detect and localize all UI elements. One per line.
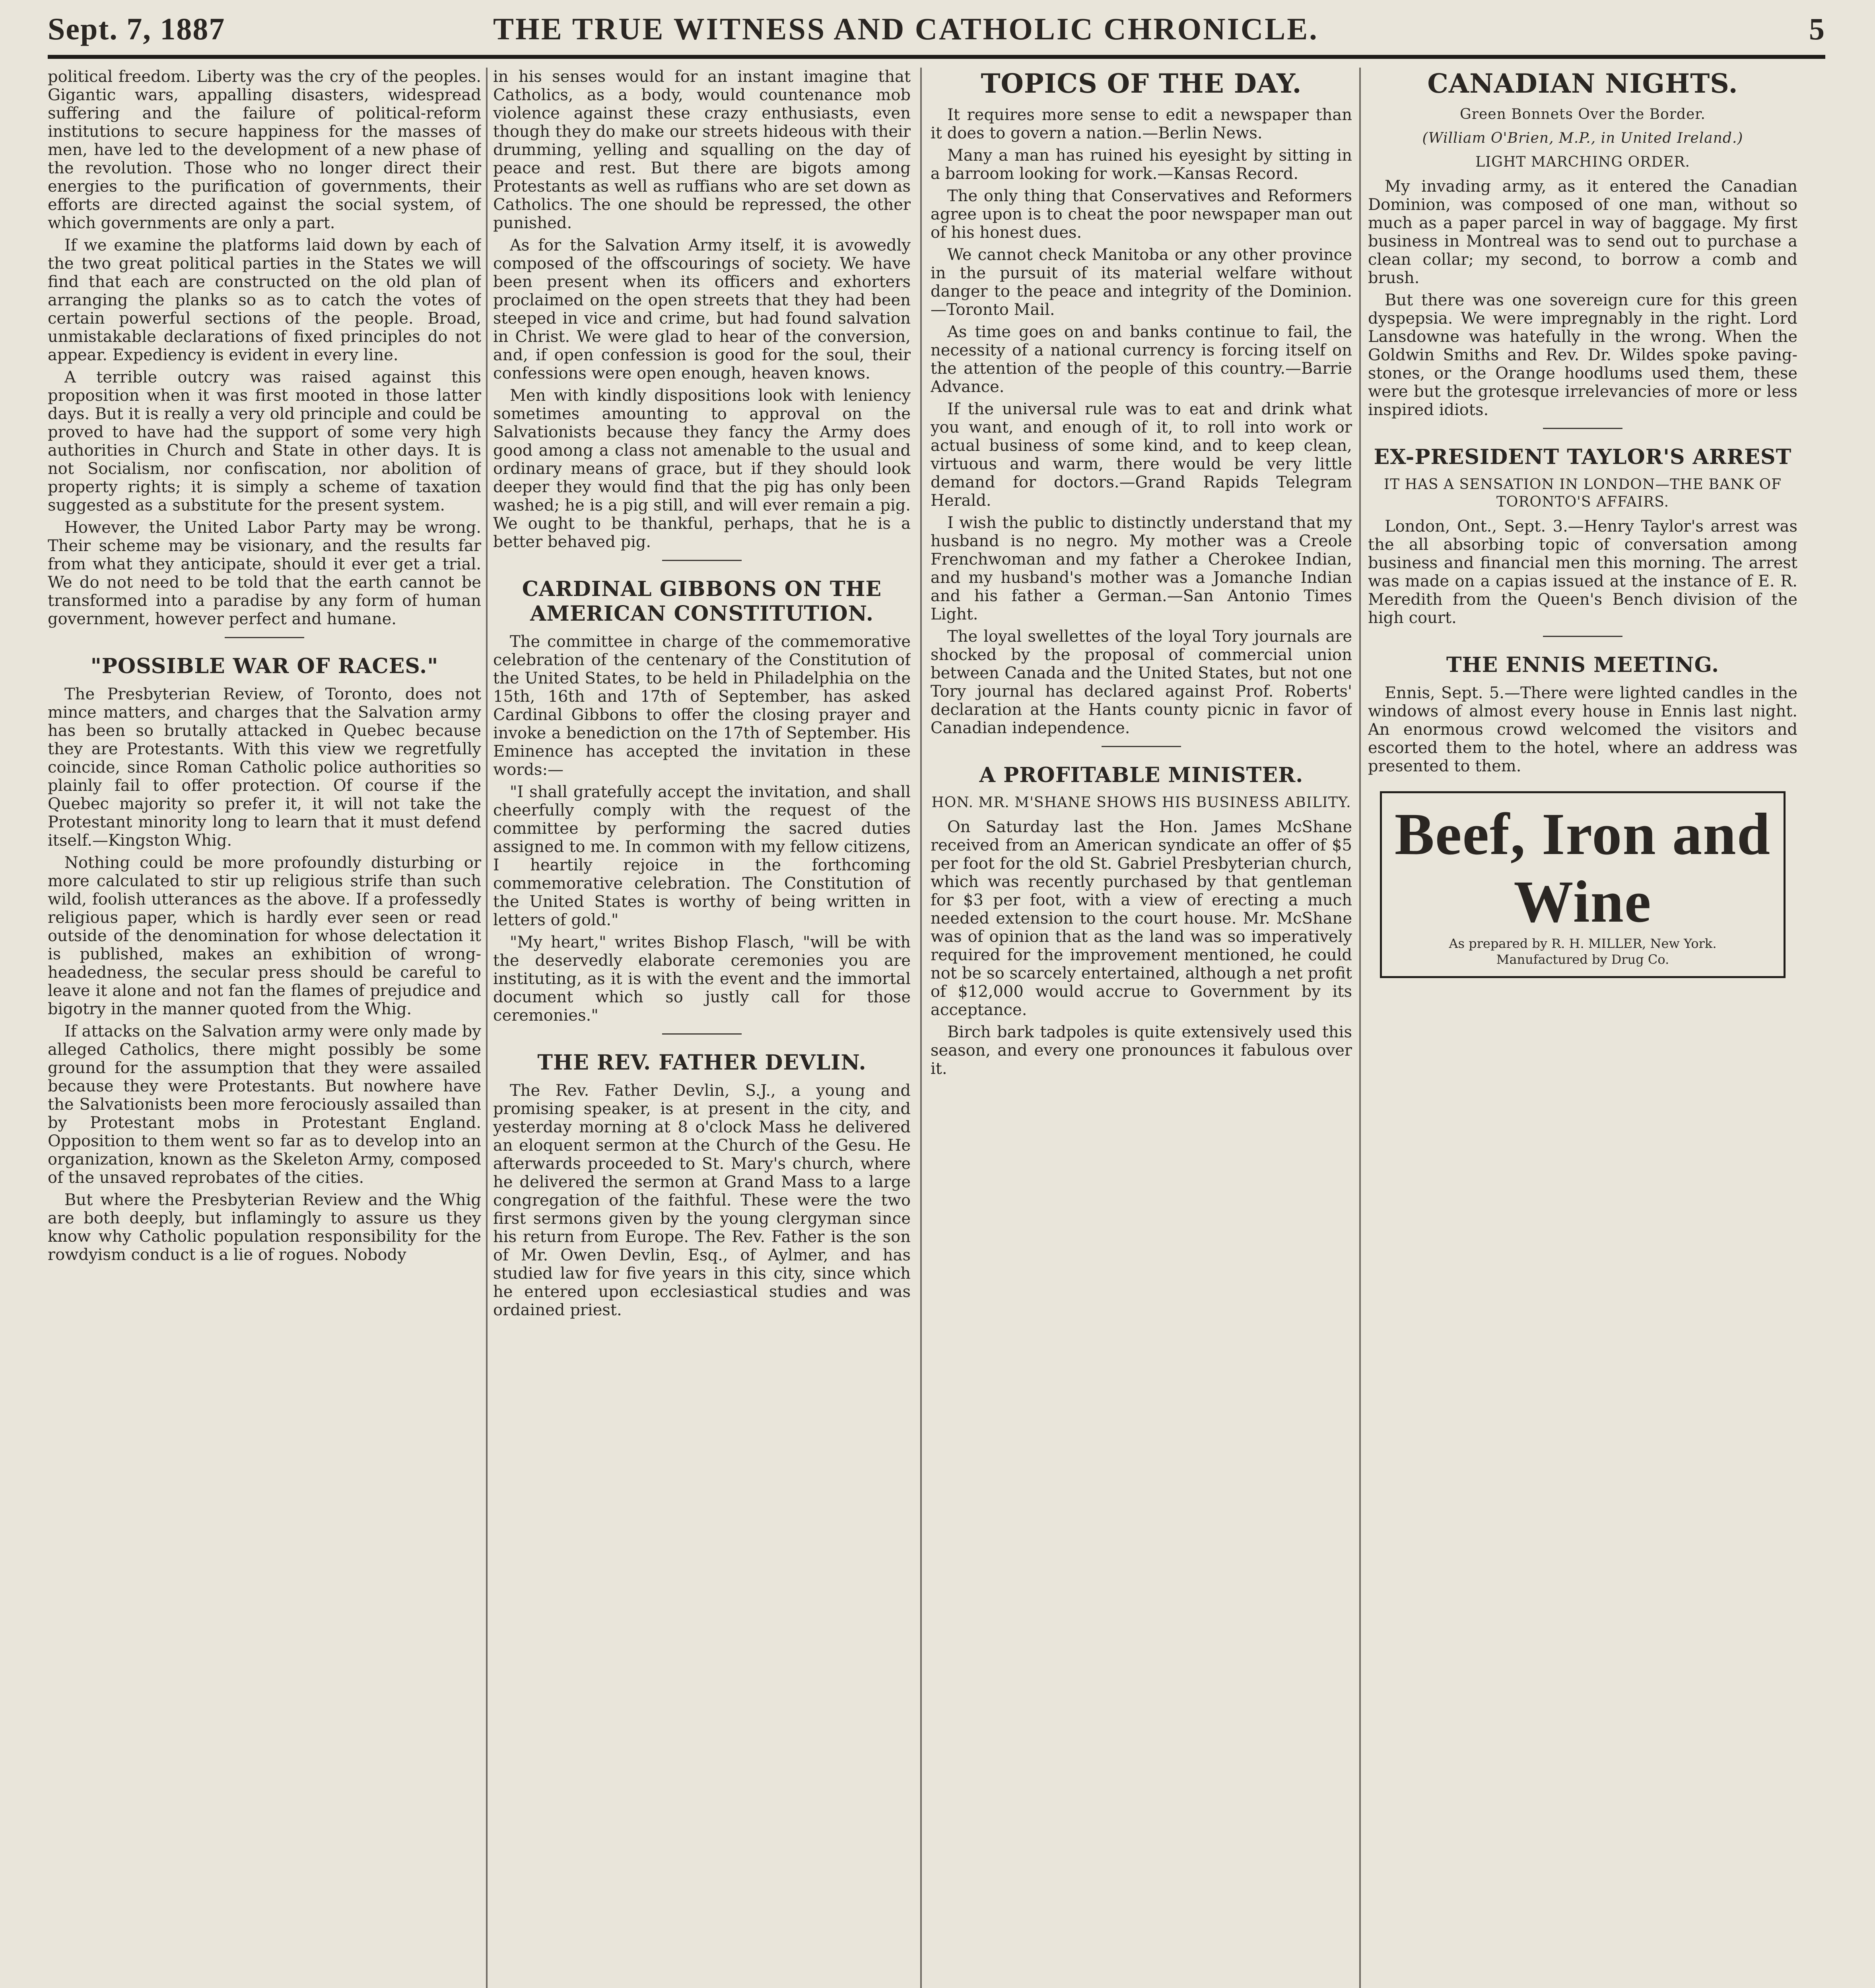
column-rule — [1359, 68, 1361, 1988]
article-headline: THE ENNIS MEETING. — [1446, 653, 1720, 677]
article-paragraph: "My heart," writes Bishop Flasch, "will be with the deservedly elaborate ceremonies you are instituting, as it is with the event and the immortal document which so justly call for those ceremonies." — [493, 933, 911, 1025]
section-divider — [662, 1033, 742, 1035]
article-headline: EX-PRESIDENT TAYLOR'S ARREST — [1374, 445, 1792, 469]
section-divider — [1543, 428, 1622, 429]
article-subheading: Green Bonnets Over the Border. — [1460, 106, 1706, 122]
page-number: 5 — [1809, 12, 1825, 46]
article-headline: CANADIAN NIGHTS. — [1427, 68, 1738, 99]
article-paragraph: We cannot check Manitoba or any other province in the pursuit of its material welfare without danger to the peace and integrity of the Dominion.—Toronto Mail. — [931, 246, 1352, 319]
article-subheading: IT HAS A SENSATION IN LONDON—THE BANK OF TORONTO'S AFFAIRS. — [1383, 476, 1782, 510]
article-section-title: LIGHT MARCHING ORDER. — [1475, 154, 1690, 170]
article-paragraph: If we examine the platforms laid down by each of the two great political parties in the States we will find that each are constructed on the old plan of arranging the planks so as to catch the votes of certain powerful sections of the people. Broad, unmistakable declarations of fixed principles do not appear. Expediency is evident in every line. — [48, 236, 481, 364]
article-paragraph: Men with kindly dispositions look with leniency sometimes amounting to approval on the Salvationists because they fancy the Army does good among a class not amenable to the usual and ordinary means of grace, but if they should look deeper they would find that the pig has only been washed; he is a pig still, and will ever remain a pig. We ought to be thankful, perhaps, that he is a better behaved pig. — [493, 386, 911, 551]
article-headline: TOPICS OF THE DAY. — [981, 68, 1302, 99]
article-paragraph: Birch bark tadpoles is quite extensively used this season, and every one pronounces it fabulous over it. — [931, 1023, 1352, 1078]
article-paragraph: If the universal rule was to eat and drink what you want, and enough of it, to roll into work or actual business of some kind, and to keep clean, virtuous and warm, there would be very little demand for doctors.—Grand Rapids Telegram Herald. — [931, 400, 1352, 510]
article-paragraph: I wish the public to distinctly understand that my husband is no negro. My mother was a Creole Frenchwoman and my father a Cherokee Indian, and my husband's mother was a Jomanche Indian and his father a German.—San Antonio Times Light. — [931, 514, 1352, 623]
newspaper-title: THE TRUE WITNESS AND CATHOLIC CHRONICLE. — [493, 12, 1319, 46]
section-divider — [662, 560, 742, 561]
article-paragraph: political freedom. Liberty was the cry of the peoples. Gigantic wars, appalling disasters, widespread suffering and the failure of political-reform institutions to secure happiness for the masses of men, have led to the development of a new phase of the revolution. Those who no longer direct their energies to the purification of governments, their efforts are directed against the social system, of which governments are only a part. — [48, 68, 481, 232]
article-paragraph: London, Ont., Sept. 3.—Henry Taylor's arrest was the all absorbing topic of conversation among business and financial men this morning. The arrest was made on a capias issued at the instance of E. R. Meredith from the Queen's Bench division of the high court. — [1368, 517, 1797, 627]
column-rule — [920, 68, 922, 1988]
issue-date: Sept. 7, 1887 — [48, 12, 225, 46]
article-paragraph: Nothing could be more profoundly disturbing or more calculated to stir up religious strife than such wild, foolish utterances as the above. If a professedly religious paper, which is hardly ever seen or read outside of the denomination for whose delectation it is published, makes an exhibition of wrong-headedness, the secular press should be careful to leave it alone and not fan the flames of prejudice and bigotry in the manner quoted from the Whig. — [48, 854, 481, 1018]
article-paragraph: The only thing that Conservatives and Reformers agree upon is to cheat the poor newspaper man out of his honest dues. — [931, 187, 1352, 242]
column-rule — [486, 68, 488, 1988]
article-paragraph: Many a man has ruined his eyesight by sitting in a barroom looking for work.—Kansas Record. — [931, 146, 1352, 183]
article-paragraph: Ennis, Sept. 5.—There were lighted candles in the windows of almost every house in Ennis last night. An enormous crowd welcomed the visitors and escorted them to the hotel, where an address was presented to them. — [1368, 684, 1797, 775]
column-1 — [48, 68, 481, 1988]
advertisement-text: Manufactured by Drug Co. — [1496, 952, 1669, 967]
article-paragraph: My invading army, as it entered the Canadian Dominion, was composed of one man, without so much as a paper parcel in way of baggage. My first business in Montreal was to send out to purchase a clean collar; my second, to borrow a comb and brush. — [1368, 177, 1797, 287]
advertisement — [1380, 791, 1786, 978]
advertisement-text: As prepared by R. H. MILLER, New York. — [1449, 936, 1717, 951]
article-paragraph: But where the Presbyterian Review and the Whig are both deeply, but inflamingly to assure us they know why Catholic population responsibility for the rowdyism conduct is a lie of rogues. Nobody — [48, 1191, 481, 1264]
article-paragraph: "I shall gratefully accept the invitation, and shall cheerfully comply with the request of the committee by performing the sacred duties assigned to me. In common with my fellow citizens, I heartily rejoice in the forthcoming commemorative celebration. The Constitution of the United States is worthy of being written in letters of gold." — [493, 783, 911, 929]
article-paragraph: It requires more sense to edit a newspaper than it does to govern a nation.—Berlin News. — [931, 106, 1352, 142]
article-paragraph: The loyal swellettes of the loyal Tory journals are shocked by the proposal of commercial union between Canada and the United States, but not one Tory journal has declared against Prof. Roberts' declaration at the Hants county picnic in favor of Canadian independence. — [931, 627, 1352, 737]
advertisement-title: Beef, Iron and Wine — [1394, 801, 1771, 935]
masthead — [48, 8, 1825, 59]
article-headline: THE REV. FATHER DEVLIN. — [537, 1050, 867, 1075]
article-subheading: HON. MR. M'SHANE SHOWS HIS BUSINESS ABILITY. — [931, 794, 1351, 811]
section-divider — [225, 637, 304, 638]
section-divider — [1543, 636, 1622, 637]
column-3 — [931, 68, 1352, 1988]
article-paragraph: As time goes on and banks continue to fail, the necessity of a national currency is forcing itself on the attention of the people of this country.—Barrie Advance. — [931, 323, 1352, 396]
article-paragraph: But there was one sovereign cure for this green dyspepsia. We were impregnably in the right. Lord Lansdowne was hatefully in the wrong. When the Goldwin Smiths and Rev. Dr. Wildes spoke paving-stones, or the Orange hoodlums used them, these were but the grotesque irrelevancies of more or less inspired idiots. — [1368, 291, 1797, 419]
section-divider — [1102, 746, 1181, 747]
article-byline: (William O'Brien, M.P., in United Ireland.) — [1422, 130, 1743, 146]
article-paragraph: On Saturday last the Hon. James McShane received from an American syndicate an offer of $5 per foot for the old St. Gabriel Presbyterian church, which was recently purchased by that gentleman for $3 per foot, with a view of erecting a much needed extension to the court house. Mr. McShane was of opinion that as the land was so imperatively required for the improvement mentioned, he could not be so scarcely entertained, although a net profit of $12,000 would accrue to Government by its acceptance. — [931, 818, 1352, 1019]
article-headline: CARDINAL GIBBONS ON THE AMERICAN CONSTITUTION. — [522, 577, 882, 626]
column-2 — [493, 68, 911, 1988]
article-paragraph: If attacks on the Salvation army were only made by alleged Catholics, there might possibly be some ground for the assumption that they were assailed because they were Protestants. But nowhere have the Salvationists been more ferociously assailed than by Protestant mobs in Protestant England. Opposition to them went so far as to develop into an organization, known as the Skeleton Army, composed of the unsaved reprobates of the cities. — [48, 1022, 481, 1187]
article-paragraph: As for the Salvation Army itself, it is avowedly composed of the offscourings of society. We have been present when its officers and exhorters proclaimed on the open streets that they had been steeped in vice and crime, but had found salvation in Christ. We were glad to hear of the conversion, and, if open confession is good for the soul, their confessions were open enough, heaven knows. — [493, 236, 911, 382]
article-paragraph: However, the United Labor Party may be wrong. Their scheme may be visionary, and the results far from what they anticipate, should it ever get a trial. We do not need to be told that the earth cannot be transformed into a paradise by any form of human government, however perfect and humane. — [48, 518, 481, 628]
article-paragraph: The committee in charge of the commemorative celebration of the centenary of the Constitution of the United States, to be held in Philadelphia on the 15th, 16th and 17th of September, has asked Cardinal Gibbons to offer the closing prayer and invoke a benediction on the 17th of September. His Eminence has accepted the invitation in these words:— — [493, 633, 911, 779]
article-paragraph: in his senses would for an instant imagine that Catholics, as a body, would countenance mob violence against these crazy enthusiasts, even though they do make our streets hideous with their drumming, yelling and squalling on the day of peace and rest. But there are bigots among Protestants as well as ruffians who are set down as Catholics. The one should be repressed, the other punished. — [493, 68, 911, 232]
article-paragraph: A terrible outcry was raised against this proposition when it was first mooted in those latter days. But it is really a very old principle and could be proved to have had the support of some very high authorities in Church and State in other days. It is not Socialism, nor confiscation, nor abolition of property rights; it is simply a scheme of taxation suggested as a substitute for the present system. — [48, 368, 481, 514]
article-headline: "POSSIBLE WAR OF RACES." — [90, 654, 439, 678]
column-4 — [1368, 68, 1797, 1988]
article-paragraph: The Rev. Father Devlin, S.J., a young and promising speaker, is at present in the city, and yesterday morning at 8 o'clock Mass he delivered an eloquent sermon at the Church of the Gesu. He afterwards proceeded to St. Mary's church, where he delivered the sermon at Grand Mass to a large congregation of the faithful. These were the two first sermons given by the young clergyman since his return from Europe. The Rev. Father is the son of Mr. Owen Devlin, Esq., of Aylmer, and has studied law for five years in this city, since which he entered upon ecclesiastical studies and was ordained priest. — [493, 1081, 911, 1319]
article-headline: A PROFITABLE MINISTER. — [979, 763, 1304, 787]
article-paragraph: The Presbyterian Review, of Toronto, does not mince matters, and charges that the Salvation army has been so brutally attacked in Quebec because they are Protestants. With this view we regretfully coincide, since Roman Catholic police authorities so plainly fail to offer protection. Of course if the Quebec majority so prefer it, it will not take the Protestant minority long to learn that it must defend itself.—Kingston Whig. — [48, 685, 481, 850]
